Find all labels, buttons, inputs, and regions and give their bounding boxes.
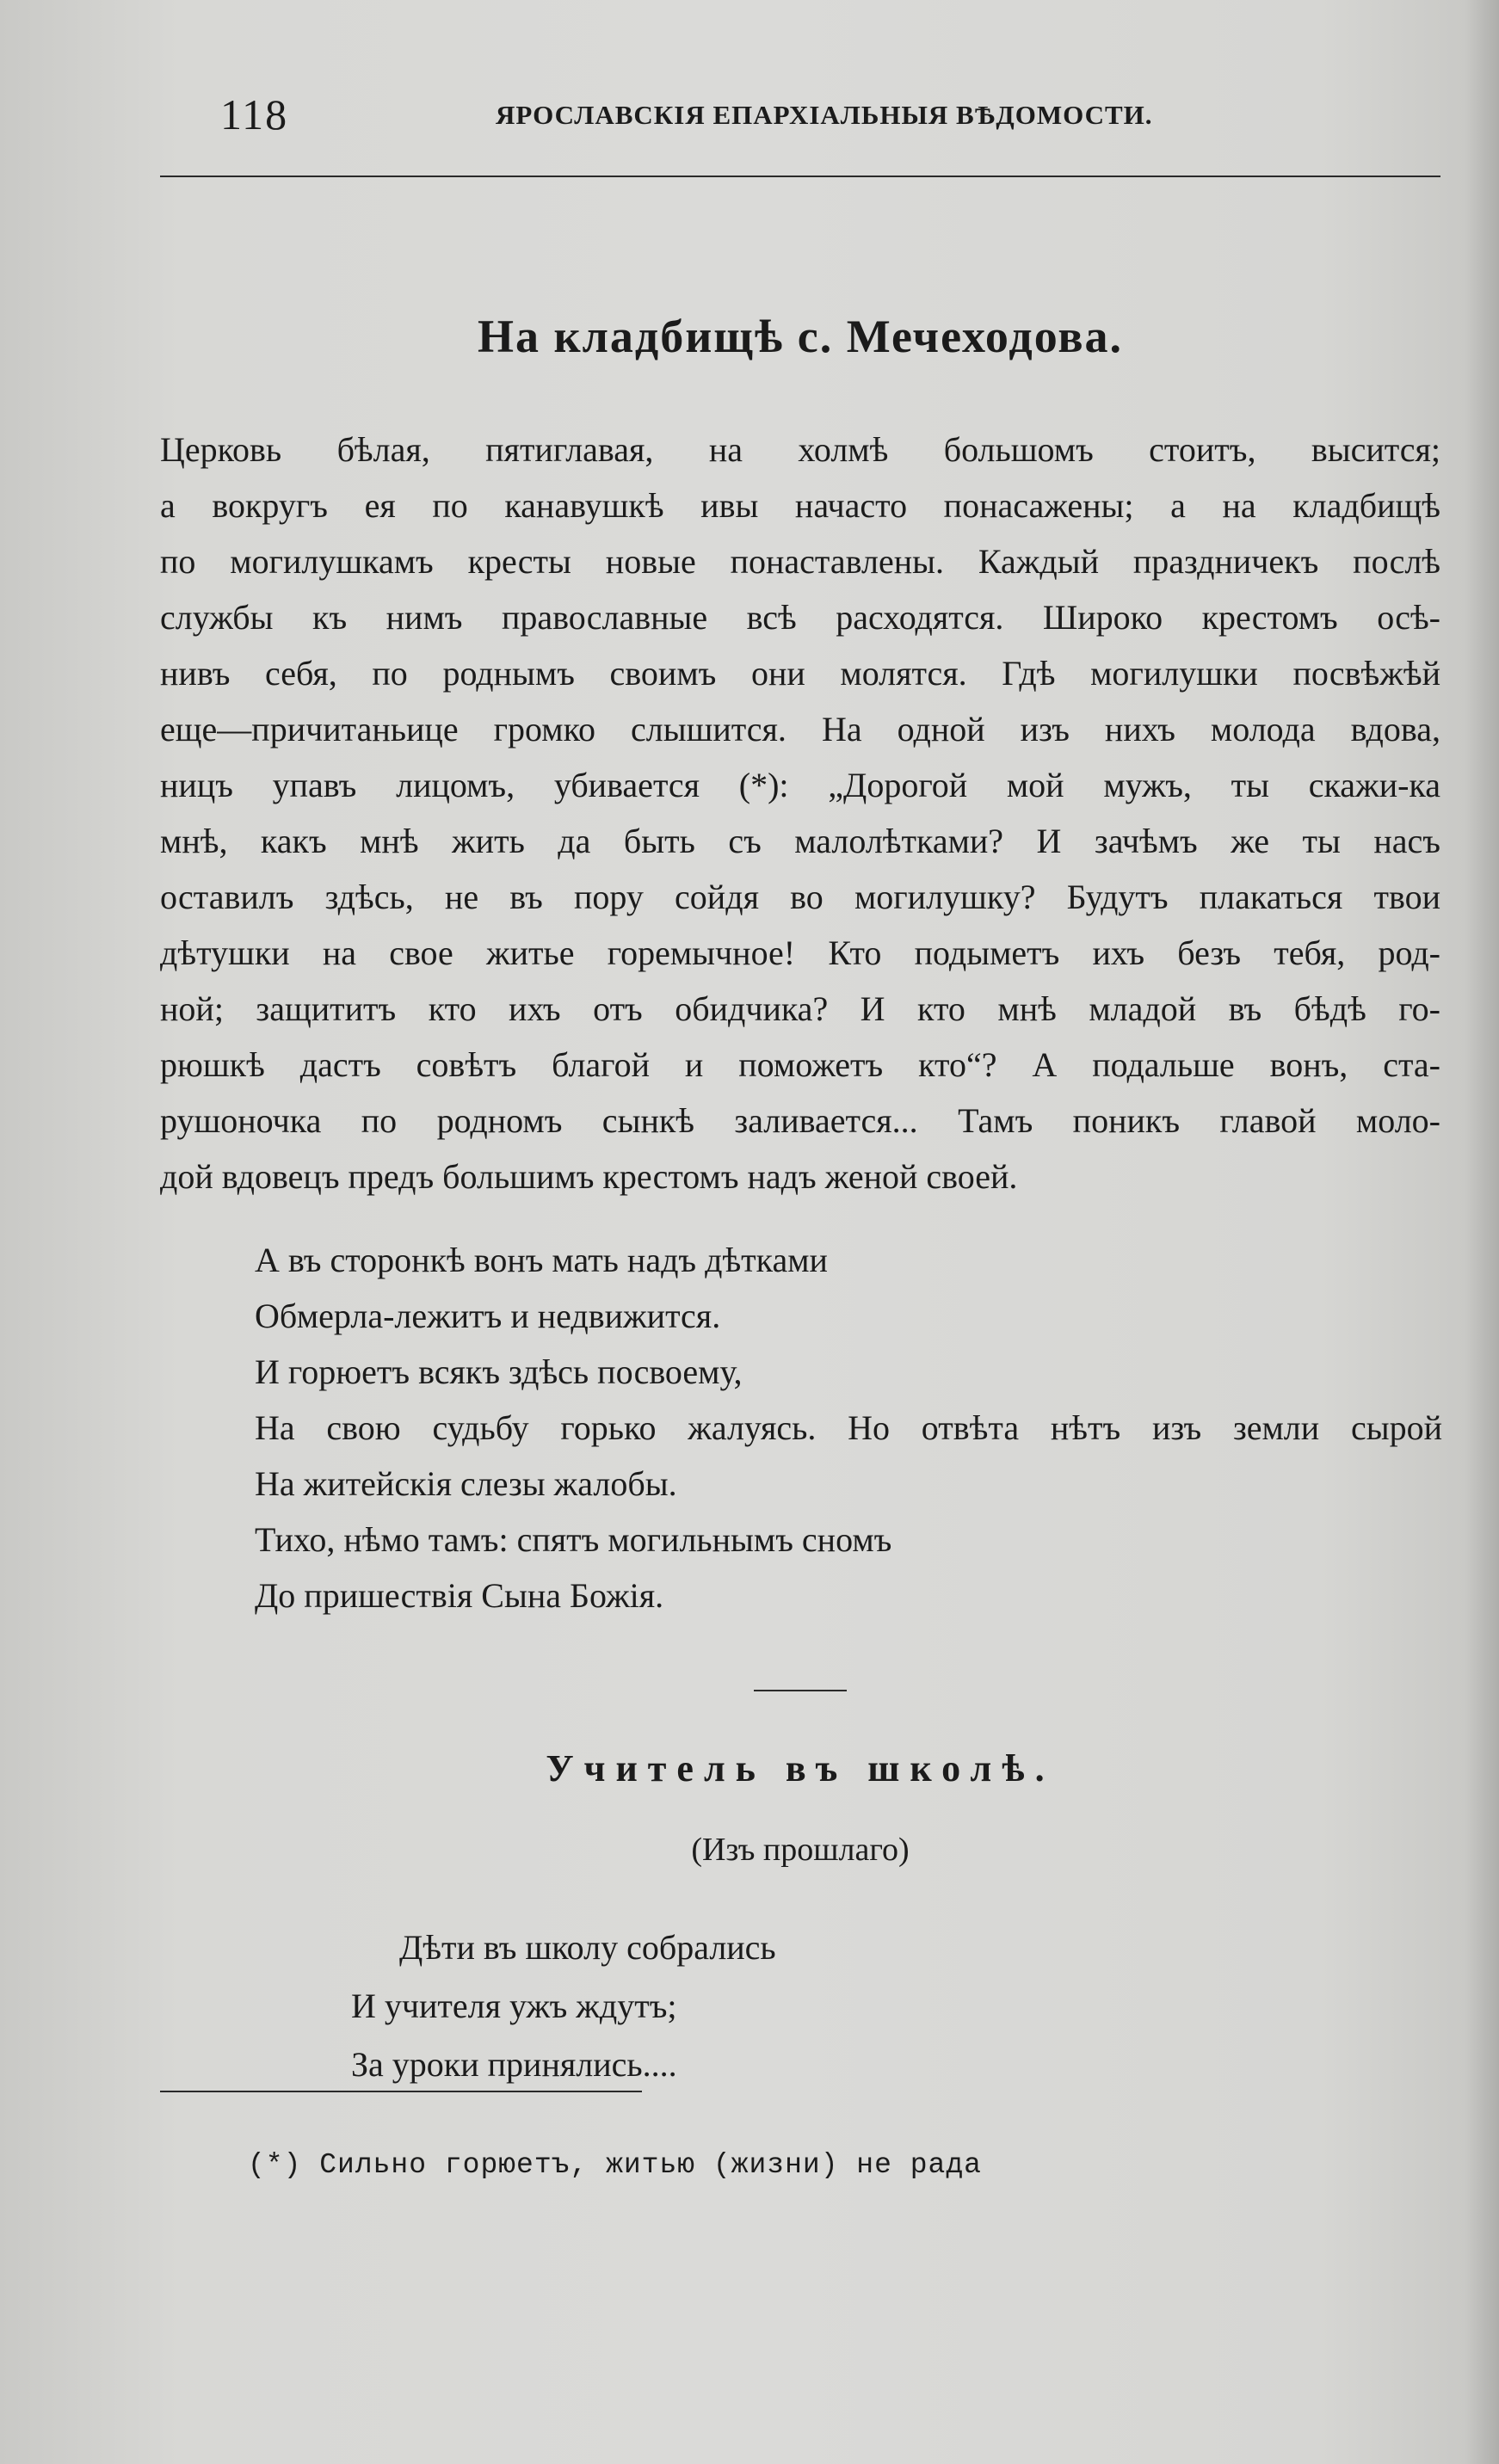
- verse-line: На житейскія слезы жалобы.: [255, 1464, 677, 1503]
- footnote: (*) Сильно горюетъ, житью (жизни) не рада: [248, 2149, 982, 2181]
- prose-line: Церковь бѣлая, пятиглавая, на холмѣ большомъ стоитъ, высится;: [160, 430, 1440, 469]
- prose-line: а вокругъ ея по канавушкѣ ивы начасто понасажены; а на кладбищѣ: [160, 486, 1440, 525]
- article-prose: [160, 422, 1440, 1204]
- article-verse: [255, 1232, 1442, 1623]
- verse-line: А въ сторонкѣ вонъ мать надъ дѣтками: [255, 1241, 828, 1279]
- verse-line: И горюетъ всякъ здѣсь посвоему,: [255, 1352, 743, 1391]
- prose-line: оставилъ здѣсь, не въ пору сойдя во могилушку? Будутъ плакаться твои: [160, 878, 1440, 916]
- footnote-rule: [160, 2091, 642, 2092]
- running-title: ЯРОСЛАВСКІЯ ЕПАРХІАЛЬНЫЯ ВѢДОМОСТИ.: [496, 100, 1153, 130]
- poem-line: И учителя ужъ ждутъ;: [351, 1987, 677, 2025]
- page-number: 118: [220, 90, 289, 139]
- section-title: Учитель въ школѣ.: [546, 1747, 1055, 1789]
- verse-line: На свою судьбу горько жалуясь. Но отвѣта нѣтъ изъ земли сырой: [255, 1408, 1442, 1447]
- prose-line: мнѣ, какъ мнѣ жить да быть съ малолѣтками? И зачѣмъ же ты насъ: [160, 822, 1440, 860]
- prose-line: службы къ нимъ православные всѣ расходятся. Широко крестомъ осѣ-: [160, 598, 1440, 637]
- verse-line: До пришествія Сына Божія.: [255, 1576, 664, 1615]
- prose-line: нивъ себя, по роднымъ своимъ они молятся. Гдѣ могилушки посвѣжѣй: [160, 654, 1440, 693]
- prose-line: еще—причитаньице громко слышится. На одной изъ нихъ молода вдова,: [160, 710, 1440, 748]
- page-header: [160, 84, 1442, 153]
- prose-line: дой вдовецъ предъ большимъ крестомъ надъ женой своей.: [160, 1157, 1018, 1196]
- prose-line: рюшкѣ дастъ совѣтъ благой и поможетъ кто“? А подальше вонъ, ста-: [160, 1045, 1440, 1084]
- header-rule: [160, 176, 1440, 177]
- section-subtitle: (Изъ прошлаго): [691, 1832, 910, 1868]
- poem-line: За уроки принялись....: [351, 2045, 677, 2084]
- verse-line: Обмерла-лежитъ и недвижится.: [255, 1297, 721, 1335]
- section-poem: [351, 1919, 776, 2094]
- poem-line: Дѣти въ школу собрались: [399, 1928, 776, 1967]
- section-separator: [754, 1690, 847, 1691]
- prose-line: ницъ упавъ лицомъ, убивается (*): „Дорогой мой мужъ, ты скажи-ка: [160, 766, 1440, 804]
- verse-line: Тихо, нѣмо тамъ: спятъ могильнымъ сномъ: [255, 1520, 892, 1559]
- prose-line: по могилушкамъ кресты новые понаставлены. Каждый праздничекъ послѣ: [160, 542, 1440, 581]
- prose-line: ной; защититъ кто ихъ отъ обидчика? И кто мнѣ младой въ бѣдѣ го-: [160, 989, 1440, 1028]
- page-edge-shadow: [1465, 0, 1499, 2464]
- prose-line: рушоночка по родномъ сынкѣ заливается... Тамъ поникъ главой моло-: [160, 1101, 1440, 1140]
- prose-line: дѣтушки на свое житье горемычное! Кто подыметъ ихъ безъ тебя, род-: [160, 933, 1440, 972]
- article-title: На кладбищѣ с. Мечеходова.: [477, 311, 1124, 362]
